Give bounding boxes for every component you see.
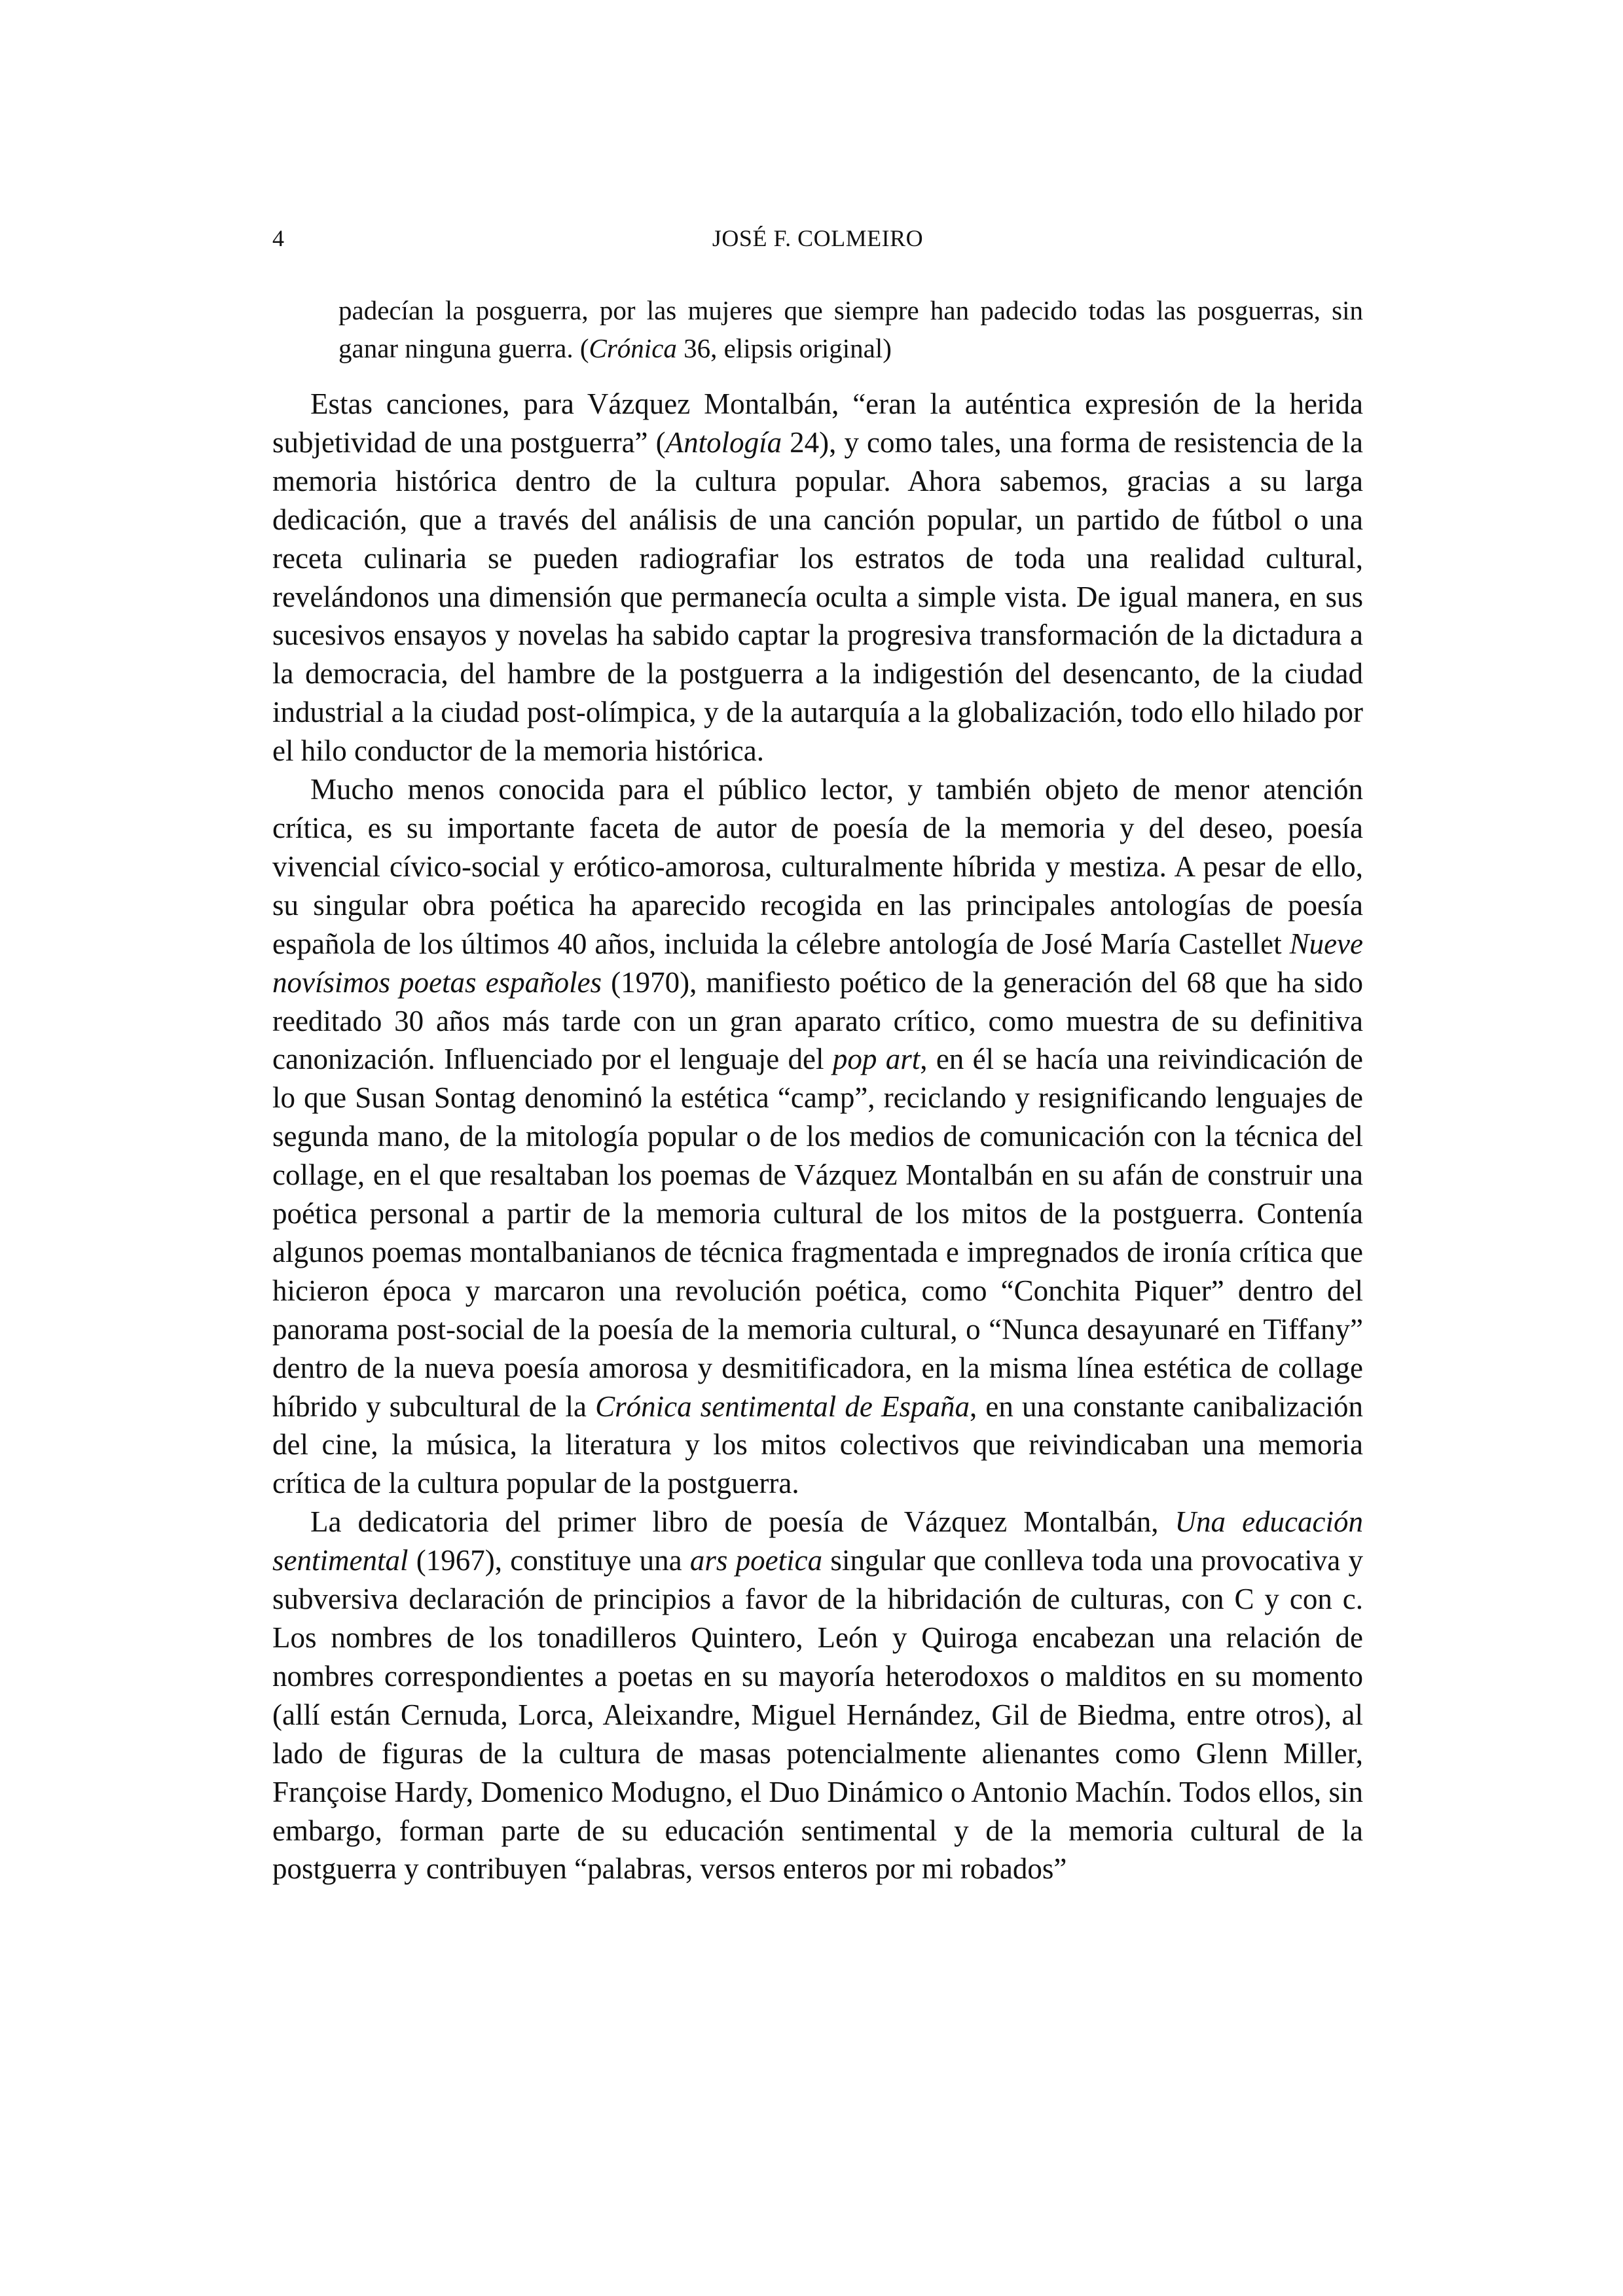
page-number: 4	[272, 225, 284, 251]
body-text	[272, 385, 1363, 1888]
quote-italic-title: Crónica	[589, 333, 677, 363]
paragraph-3-italic: ars poetica	[689, 1544, 823, 1577]
page-header	[272, 219, 1363, 258]
paragraph-3-text: (1967), constituye una	[408, 1544, 690, 1577]
paragraph-2-italic: pop art	[832, 1043, 921, 1076]
quote-citation: 36, elipsis original)	[676, 333, 892, 363]
paragraph-1-italic: Antología	[665, 425, 782, 459]
paragraph-2	[272, 770, 1363, 1503]
paragraph-3-text: singular que conlleva toda una provocativa y subversiva declaración de principios a favor de la hibridación de culturas, con C y con c. Los nombres de los tonadilleros Quintero, León y Quiroga encabezan una relación de nombres correspondientes a poetas en su mayoría heterodoxos o malditos en su momento (allí están Cernuda, Lorca, Aleixandre, Miguel Hernández, Gil de Biedma, entre otros), al lado de figuras de la cultura de masas potencialmente alienantes como Glenn Miller, Françoise Hardy, Domenico Modugno, el Duo Dinámico o Antonio Machín. Todos ellos, sin embargo, forman parte de su educación sentimental y de la memoria cultural de la postguerra y contribuyen “palabras, versos enteros por mi robados”	[272, 1544, 1363, 1886]
paragraph-2-text: Mucho menos conocida para el público lector, y también objeto de menor atención crítica, es su importante faceta de autor de poesía de la memoria y del deseo, poesía vivencial cívico-social y erótico-amorosa, culturalmente híbrida y mestiza. A pesar de ello, su singular obra poética ha aparecido recogida en las principales antologías de poesía española de los últimos 40 años, incluida la célebre antología de José María Castellet	[272, 773, 1363, 960]
paragraph-2-italic: Nueve novísimos poetas españoles	[272, 927, 1363, 999]
paragraph-1-text: 24), y como tales, una forma de resistencia de la memoria histórica dentro de la cultura popular. Ahora sabemos, gracias a su larga dedicación, que a través del análisis de una canción popular, un partido de fútbol o una receta culinaria se pueden radiografiar los estratos de toda una realidad cultural, revelándonos una dimensión que permanecía oculta a simple vista. De igual manera, en sus sucesivos ensayos y novelas ha sabido captar la progresiva transformación de la dictadura a la democracia, del hambre de la postguerra a la indigestión del desencanto, de la ciudad industrial a la ciudad post-olímpica, y de la autarquía a la globalización, todo ello hilado por el hilo conductor de la memoria histórica.	[272, 425, 1363, 768]
paragraph-1	[272, 385, 1363, 770]
paragraph-3	[272, 1503, 1363, 1888]
paragraph-1-text: Estas canciones, para Vázquez Montalbán, “eran la auténtica expresión de la herida subjetividad de una postguerra” (	[272, 387, 1363, 459]
paragraph-2-text: , en una constante canibalización del cine, la música, la literatura y los mitos colectivos que reivindicaban una memoria crítica de la cultura popular de la postguerra.	[272, 1390, 1363, 1500]
quote-text: padecían la posguerra, por las mujeres que siempre han padecido todas las posguerras, sin ganar ninguna guerra. (	[338, 295, 1363, 363]
running-head: JOSÉ F. COLMEIRO	[712, 225, 924, 251]
paragraph-2-text: , en él se hacía una reivindicación de lo que Susan Sontag denominó la estética “camp”, reciclando y resignificando lenguajes de segunda mano, de la mitología popular o de los medios de comunicación con la técnica del collage, en el que resaltaban los poemas de Vázquez Montalbán en su afán de construir una poética personal a partir de la memoria cultural de los mitos de la postguerra. Contenía algunos poemas montalbanianos de técnica fragmentada e impregnados de ironía crítica que hicieron época y marcaron una revolución poética, como “Conchita Piquer” dentro del panorama post-social de la poesía de la memoria cultural, o “Nunca desayunaré en Tiffany” dentro de la nueva poesía amorosa y desmitificadora, en la misma línea estética de collage híbrido y subcultural de la	[272, 1043, 1363, 1423]
paragraph-2-italic: Crónica sentimental de España	[595, 1390, 970, 1423]
block-quote	[338, 291, 1363, 367]
paragraph-3-text: La dedicatoria del primer libro de poesía de Vázquez Montalbán,	[310, 1505, 1175, 1539]
paragraph-3-italic: Una educación sentimental	[272, 1505, 1363, 1577]
paragraph-2-text: (1970), manifiesto poético de la generación del 68 que ha sido reeditado 30 años más tarde con un gran aparato crítico, como muestra de su definitiva canonización. Influenciado por el lenguaje del	[272, 965, 1363, 1076]
